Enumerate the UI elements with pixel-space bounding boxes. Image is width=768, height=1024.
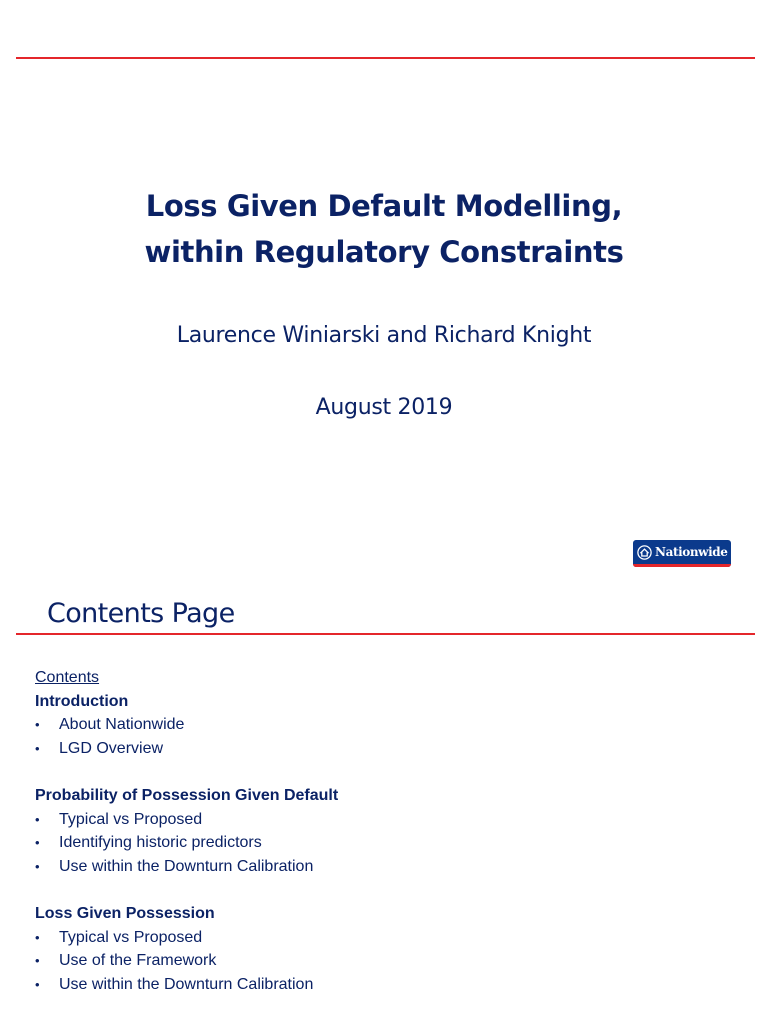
section-title-introduction: Introduction (35, 692, 129, 710)
list-item: • Typical vs Proposed (35, 926, 735, 950)
list-item: • About Nationwide (35, 713, 735, 737)
section-items-ppgd (35, 808, 735, 879)
nationwide-logo (633, 540, 731, 567)
list-item: • Use within the Downturn Calibration (35, 855, 735, 879)
contents-heading: Contents Page (47, 598, 235, 629)
section-title-ppgd: Probability of Possession Given Default (35, 786, 339, 804)
heading-red-rule (16, 633, 755, 635)
title-line-1: Loss Given Default Modelling, (145, 189, 623, 223)
contents-list (35, 666, 735, 996)
title-line-2: within Regulatory Constraints (144, 235, 624, 269)
presentation-date: August 2019 (315, 395, 453, 420)
section-title-lgp: Loss Given Possession (35, 904, 215, 922)
nationwide-house-icon (637, 545, 652, 560)
list-item: • Identifying historic predictors (35, 831, 735, 855)
presentation-title (0, 183, 768, 275)
top-red-rule (16, 57, 755, 59)
list-item: • Use within the Downturn Calibration (35, 973, 735, 997)
contents-slide (0, 584, 768, 1024)
logo-text: Nationwide (655, 545, 728, 559)
contents-link[interactable]: Contents (35, 669, 100, 686)
section-items-introduction (35, 713, 735, 760)
section-items-lgp (35, 926, 735, 997)
list-item: • Use of the Framework (35, 949, 735, 973)
authors: Laurence Winiarski and Richard Knight (176, 323, 592, 348)
list-item: • Typical vs Proposed (35, 808, 735, 832)
list-item: • LGD Overview (35, 737, 735, 761)
